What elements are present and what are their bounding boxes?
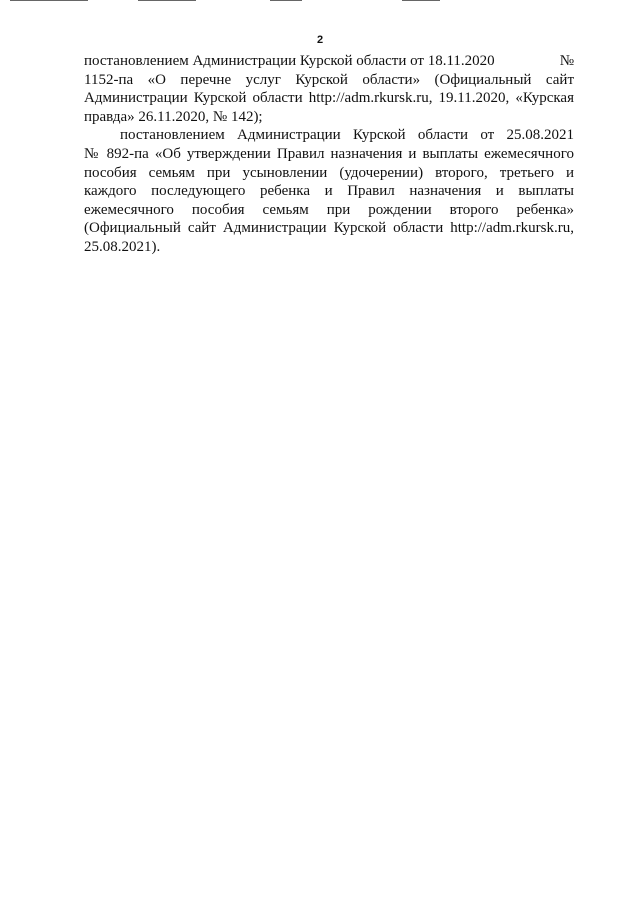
top-scan-marks: [0, 0, 640, 3]
document-body: [84, 52, 574, 257]
text-line: 1152-па «О перечне услуг Курской области» (Официальный сайт: [84, 71, 574, 88]
text-line: № 892-па «Об утверждении Правил назначения и выплаты ежемесячного: [84, 145, 574, 162]
text-line: правда» 26.11.2020, № 142);: [84, 108, 263, 125]
number-sign: №: [559, 53, 574, 69]
paragraph-2: [84, 126, 574, 256]
page-number: 2: [316, 34, 324, 46]
text-line: пособия семьям при усыновлении (удочерении) второго, третьего и: [84, 164, 574, 181]
text-line-left: постановлением Администрации Курской области от 18.11.2020: [84, 53, 495, 69]
text-line: каждого последующего ребенка и Правил назначения и выплаты: [84, 183, 574, 200]
text-line: (Официальный сайт Администрации Курской области http://adm.rkursk.ru,: [84, 220, 574, 237]
paragraph-1: [84, 52, 574, 126]
text-line: постановлением Администрации Курской области от 25.08.2021: [120, 127, 574, 144]
text-line: 25.08.2021).: [84, 238, 161, 255]
text-line: ежемесячного пособия семьям при рождении второго ребенка»: [84, 201, 574, 218]
text-line: Администрации Курской области http://adm.rkursk.ru, 19.11.2020, «Курская: [84, 90, 574, 107]
text-line: [84, 52, 574, 71]
